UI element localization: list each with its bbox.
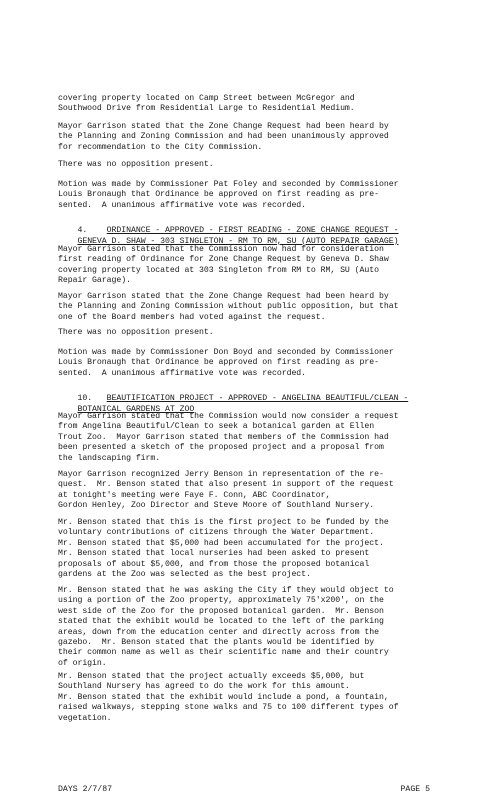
paragraph-project-cost: Mr. Benson stated that the project actually exceeds $5,000, but Southland Nursery has agreed to do the work for this amount. Mr. Benson stated that the exhibit would include a pond, a fountain, raised walkways, stepping stone walks and 75 to 100 different types of vegetation.	[58, 672, 399, 723]
paragraph-botanical-request: Mayor Garrison stated that the Commission would now consider a request from Angelina Beautiful/Clean to seek a botanical garden at Ellen Trout Zoo. Mayor Garrison stated that members of the Commission had been presented a sketch of the proposed project and a proposal from the landscaping firm.	[58, 412, 399, 463]
agenda-item-4-title-line1: ORDINANCE - APPROVED - FIRST READING - ZONE CHANGE REQUEST -	[106, 226, 399, 236]
paragraph-no-opposition: There was no opposition present.	[58, 160, 214, 169]
paragraph-motion-1: Motion was made by Commissioner Pat Foley and seconded by Commissioner Louis Bronaugh that Ordinance be approved on first reading as pre- sented. A unanimous affirmative vote was recorded.	[58, 180, 399, 210]
agenda-item-4-number: 4.	[77, 226, 88, 236]
paragraph-property-description: covering property located on Camp Street between McGregor and Southwood Drive from Residential Large to Residential Medium.	[58, 94, 355, 114]
footer-date: DAYS 2/7/87	[58, 785, 113, 794]
agenda-item-10-title-line2: BOTANICAL GARDENS AT ZOO	[77, 404, 195, 414]
paragraph-funding: Mr. Benson stated that this is the first project to be funded by the voluntary contributions of citizens through the Water Department. Mr. Benson stated that $5,000 had been accumulated for the project. Mr. Benson stated that local nurseries had been asked to present proposals of about $5,000, and from those the proposed botanical gardens at the Zoo was selected as the best project.	[58, 518, 389, 580]
agenda-item-4-title-line2: GENEVA D. SHAW - 303 SINGLETON - RM TO RM, SU (AUTO REPAIR GARAGE)	[77, 236, 399, 246]
paragraph-no-opposition-2: There was no opposition present.	[58, 328, 214, 337]
paragraph-benson-recognized: Mayor Garrison recognized Jerry Benson in representation of the re- quest. Mr. Benson stated that also present in support of the request at tonight's meeting were Faye F. Conn, ABC Coordinator, Gordon Henley, Zoo Director and Steve Moore of Southland Nursery.	[58, 470, 394, 511]
agenda-item-10-number: 10.	[77, 394, 93, 404]
footer-page-number: PAGE 5	[400, 785, 430, 794]
paragraph-board-vote: Mayor Garrison stated that the Zone Change Request had been heard by the Planning and Zoning Commission without public opposition, but that one of the Board members had voted against the request.	[58, 292, 399, 322]
paragraph-zoo-property: Mr. Benson stated that he was asking the City if they would object to using a portion of the Zoo property, approximately 75'x200', on the west side of the Zoo for the proposed botanical garden. Mr. Benson stated that the exhibit would be located to the left of the parking areas, down from the education center and directly across from the gazebo. Mr. Benson stated that the plants would be identified by their common name as well as their scientific name and their country of origin.	[58, 586, 394, 668]
agenda-item-10-title-line1: BEAUTIFICATION PROJECT - APPROVED - ANGELINA BEAUTIFUL/CLEAN -	[106, 394, 409, 404]
paragraph-motion-2: Motion was made by Commissioner Don Boyd and seconded by Commissioner Louis Bronaugh that Ordinance be approved on first reading as pre- sented. A unanimous affirmative vote was recorded.	[58, 348, 394, 378]
paragraph-zone-change-heard: Mayor Garrison stated that the Zone Change Request had been heard by the Planning and Zoning Commission and had been unanimously approved for recommendation to the City Commission.	[58, 122, 389, 152]
paragraph-shaw-request: Mayor Garrison stated that the Commission now had for consideration first reading of Ordinance for Zone Change Request by Geneva D. Shaw covering property located at 303 Singleton from RM to RM, SU (Auto Repair Garage).	[58, 245, 389, 286]
